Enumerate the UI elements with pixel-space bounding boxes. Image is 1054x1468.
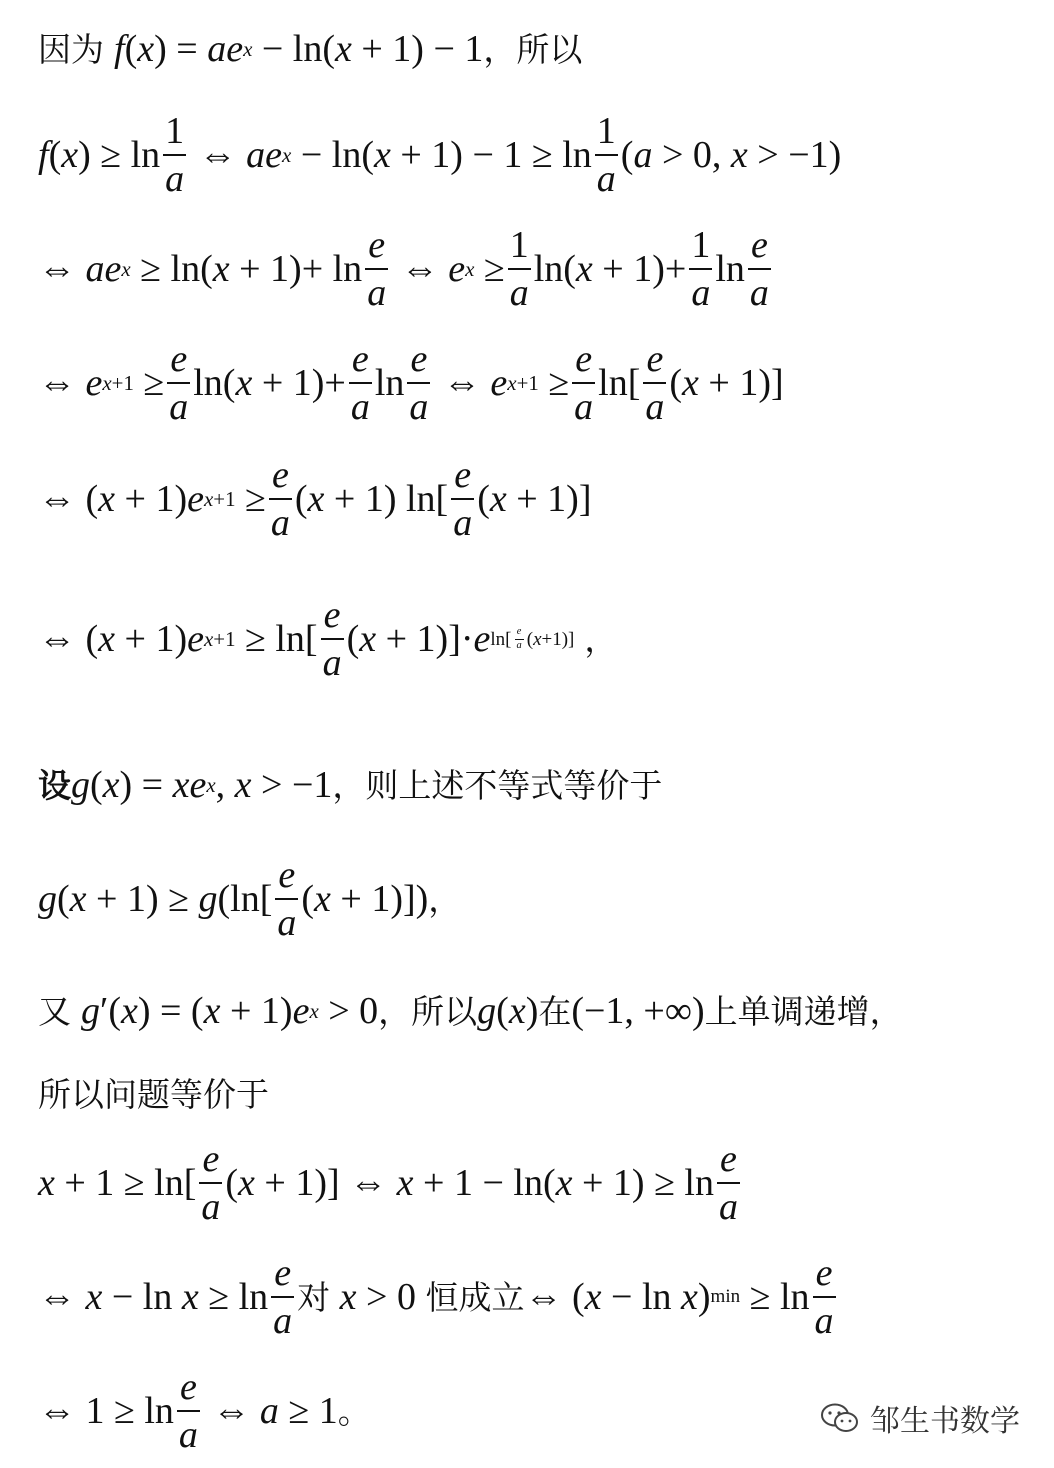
- line-11: x + 1 ≥ ln[ $\frac{e}{a}$ ( x + 1)] ⇔ x + 1 − ln( x + 1) ≥ ln $\frac{e}{a}$: [38, 1138, 738, 1228]
- line-5: ⇔ ( x + 1) e x+1 ≥ $\frac{e}{a}$ ( x + 1) ln[ $\frac{e}{a}$ ( x + 1)]: [38, 454, 592, 544]
- text-also: 又: [38, 991, 71, 1031]
- wechat-icon: [820, 1402, 860, 1434]
- text-so: ，所以: [483, 29, 583, 69]
- text-always-holds: 恒成立: [425, 1277, 525, 1317]
- text-comma-2: ，: [428, 879, 462, 919]
- text-period: 。: [337, 1391, 371, 1431]
- line-1: 因为 f ( x ) = ae x − ln( x + 1) − 1 ，所以: [38, 28, 583, 70]
- line-6: ⇔ ( x + 1) e x+1 ≥ ln[ $\frac{e}{a}$ ( x + 1)]· e ln[ $\frac{e}{a}$ ( x +1)] ，: [38, 594, 618, 684]
- text-then-equiv: ，则上述不等式等价于: [332, 765, 663, 805]
- text-set: 设: [38, 765, 71, 805]
- line-3: ⇔ ae x ≥ ln( x + 1)+ ln $\frac{e}{a}$ ⇔ e x ≥ $\frac{1}{a}$ ln( x + 1)+ $\frac{1}{a}$ ln $\frac{e}{a}$: [38, 224, 769, 314]
- text-in: 在: [538, 991, 572, 1031]
- watermark: [820, 1396, 1020, 1440]
- line-2: f ( x ) ≥ ln $\frac{1}{a}$ ⇔ ae x − ln( x + 1) − 1 ≥ ln $\frac{1}{a}$ ( a > 0, x > −1): [38, 110, 842, 200]
- line-7: 设 g ( x ) = xe x , x > −1 ，则上述不等式等价于: [38, 764, 663, 806]
- text-because: 因为: [38, 29, 104, 69]
- text-comma-1: ，: [584, 619, 618, 659]
- line-12: ⇔ x − ln x ≥ ln $\frac{e}{a}$ 对 x > 0 恒成立 ⇔ ( x − ln x ) min ≥ ln $\frac{e}{a}$: [38, 1252, 834, 1342]
- line-13: ⇔ 1 ≥ ln $\frac{e}{a}$ ⇔ a ≥ 1 。: [38, 1366, 371, 1456]
- line-8: g ( x + 1) ≥ g (ln[ $\frac{e}{a}$ ( x + 1)]) ，: [38, 854, 462, 944]
- line-10: [38, 1075, 269, 1114]
- text-for: 对: [297, 1277, 331, 1317]
- text-mono-inc: 上单调递增，: [704, 991, 903, 1031]
- text-problem-equiv: 所以问题等价于: [38, 1075, 269, 1114]
- line-9: 又 g ′( x ) = ( x + 1) e x > 0 ，所以 g ( x ) 在 (−1, +∞) 上单调递增，: [38, 990, 903, 1032]
- watermark-label: 邹生书数学: [870, 1404, 1020, 1439]
- line-4: ⇔ e x+1 ≥ $\frac{e}{a}$ ln( x + 1)+ $\frac{e}{a}$ ln $\frac{e}{a}$ ⇔ e x+1 ≥ $\frac{e}{a}$ ln[ $\frac{e}{a}$ ( x + 1)]: [38, 338, 784, 428]
- text-so-2: ，所以: [378, 991, 478, 1031]
